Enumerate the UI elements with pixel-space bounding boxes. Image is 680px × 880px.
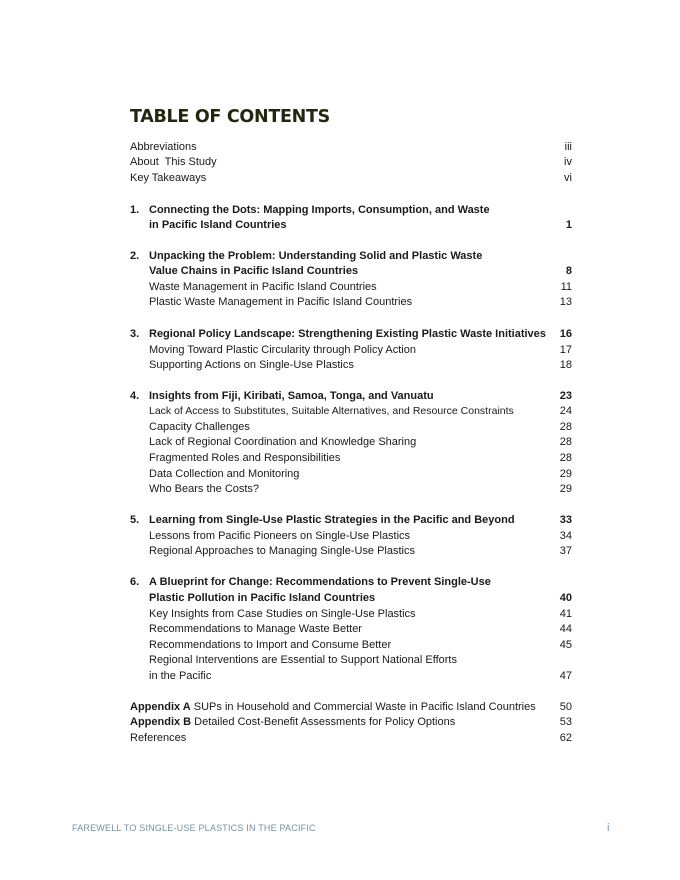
section-title: Recommendations to Import and Consume Better <box>149 639 392 651</box>
toc-page-number: 45 <box>559 639 572 651</box>
appendix-line <box>130 699 536 715</box>
toc-page-number: iv <box>564 156 572 168</box>
chapter-title-cont: Value Chains in Pacific Island Countries <box>149 265 359 277</box>
toc-chapter-3[interactable] <box>130 326 572 342</box>
appendix-tag: Appendix B <box>130 716 192 728</box>
chapter-number: 6. <box>130 576 140 588</box>
toc-entry-label: Key Takeaways <box>130 172 207 184</box>
toc-section[interactable] <box>149 621 572 637</box>
toc-entry-label: Abbreviations <box>130 141 197 153</box>
section-title: Capacity Challenges <box>149 421 250 433</box>
section-title-cont: in the Pacific <box>149 670 212 682</box>
section-title: Supporting Actions on Single-Use Plastics <box>149 359 354 371</box>
toc-page-number: 37 <box>559 545 572 557</box>
chapter-title-cont: in Pacific Island Countries <box>149 219 287 231</box>
section-title: Lack of Regional Coordination and Knowledge Sharing <box>149 436 417 448</box>
chapter-title: Insights from Fiji, Kiribati, Samoa, Tonga, and Vanuatu <box>149 390 434 402</box>
toc-section[interactable] <box>149 543 572 559</box>
toc-page-number: 18 <box>559 359 572 371</box>
appendix-title: SUPs in Household and Commercial Waste in Pacific Island Countries <box>190 701 536 713</box>
toc-page-number: 28 <box>559 436 572 448</box>
section-title: Data Collection and Monitoring <box>149 468 300 480</box>
toc-page-number: 8 <box>565 265 572 277</box>
chapter-number: 4. <box>130 390 140 402</box>
toc-section[interactable] <box>149 606 572 622</box>
section-title: Waste Management in Pacific Island Countries <box>149 281 377 293</box>
toc-page-number: 17 <box>559 344 572 356</box>
toc-section[interactable] <box>149 342 572 358</box>
toc-page-number: iii <box>564 141 572 153</box>
toc-section[interactable] <box>149 466 572 482</box>
toc-page-number: 44 <box>559 623 572 635</box>
chapter-number: 5. <box>130 514 140 526</box>
toc-chapter-6[interactable] <box>130 574 572 590</box>
toc-chapter-4[interactable] <box>130 388 572 404</box>
footer-title: FAREWELL TO SINGLE-USE PLASTICS IN THE PACIFIC <box>72 823 316 833</box>
toc-page-number: 1 <box>565 219 572 231</box>
toc-page-number: 41 <box>559 608 572 620</box>
chapter-number: 3. <box>130 328 140 340</box>
toc-page-number: 29 <box>559 468 572 480</box>
section-title: Plastic Waste Management in Pacific Island Countries <box>149 296 413 308</box>
toc-chapter-1-cont[interactable] <box>149 217 572 233</box>
toc-chapter-6-cont[interactable] <box>149 590 572 606</box>
toc-section[interactable] <box>149 419 572 435</box>
toc-page-number: 50 <box>559 701 572 713</box>
toc-section[interactable] <box>149 434 572 450</box>
toc-page-number: 62 <box>559 732 572 744</box>
section-title: Fragmented Roles and Responsibilities <box>149 452 341 464</box>
toc-section-cont[interactable] <box>149 668 572 684</box>
toc-section[interactable] <box>149 481 572 497</box>
toc-appendix-a[interactable] <box>130 699 572 715</box>
toc-page-number: 40 <box>559 592 572 604</box>
toc-page-number: 33 <box>559 514 572 526</box>
toc-page-number: 16 <box>559 328 572 340</box>
chapter-title: Regional Policy Landscape: Strengthening Existing Plastic Waste Initiatives <box>149 328 546 340</box>
section-title: Regional Interventions are Essential to Support National Efforts <box>149 654 457 666</box>
toc-section[interactable] <box>149 528 572 544</box>
section-title: Moving Toward Plastic Circularity through Policy Action <box>149 344 416 356</box>
chapter-title: Connecting the Dots: Mapping Imports, Consumption, and Waste <box>149 204 490 216</box>
toc-page-number: 53 <box>559 716 572 728</box>
toc-appendix-b[interactable] <box>130 714 572 730</box>
toc-entry-label: About This Study <box>130 156 217 168</box>
toc-entry-abbreviations[interactable] <box>130 139 572 155</box>
toc-page-number: 28 <box>559 421 572 433</box>
chapter-title: Learning from Single-Use Plastic Strategies in the Pacific and Beyond <box>149 514 515 526</box>
toc-page-number: 47 <box>559 670 572 682</box>
toc-section[interactable] <box>149 357 572 373</box>
section-title: Lack of Access to Substitutes, Suitable Alternatives, and Resource Constraints <box>149 405 514 417</box>
toc-chapter-1[interactable] <box>130 202 572 218</box>
chapter-number: 2. <box>130 250 140 262</box>
toc-page-number: vi <box>564 172 572 184</box>
toc-page-number: 28 <box>559 452 572 464</box>
toc-section[interactable] <box>149 279 572 295</box>
toc-page-number: 23 <box>559 390 572 402</box>
section-title: Who Bears the Costs? <box>149 483 260 495</box>
toc-chapter-2-cont[interactable] <box>149 263 572 279</box>
appendix-title: Detailed Cost-Benefit Assessments for Policy Options <box>191 716 456 728</box>
page-title: TABLE OF CONTENTS <box>130 107 330 127</box>
toc-section[interactable] <box>149 403 572 419</box>
toc-section[interactable] <box>149 294 572 310</box>
toc-section[interactable] <box>149 450 572 466</box>
toc-page-number: 11 <box>560 281 572 293</box>
toc-entry-label: References <box>130 732 187 744</box>
toc-page-number: 13 <box>559 296 572 308</box>
toc-entry-about[interactable] <box>130 154 572 170</box>
chapter-title-cont: Plastic Pollution in Pacific Island Countries <box>149 592 376 604</box>
section-title: Recommendations to Manage Waste Better <box>149 623 362 635</box>
toc-references[interactable] <box>130 730 572 746</box>
chapter-number: 1. <box>130 204 140 216</box>
chapter-title: A Blueprint for Change: Recommendations to Prevent Single-Use <box>149 576 491 588</box>
appendix-line <box>130 714 455 730</box>
toc-chapter-2[interactable] <box>130 248 572 264</box>
toc-entry-key-takeaways[interactable] <box>130 170 572 186</box>
toc-section[interactable] <box>149 637 572 653</box>
section-title: Regional Approaches to Managing Single-Use Plastics <box>149 545 415 557</box>
chapter-title: Unpacking the Problem: Understanding Solid and Plastic Waste <box>149 250 483 262</box>
section-title: Lessons from Pacific Pioneers on Single-Use Plastics <box>149 530 411 542</box>
toc-page-number: 29 <box>559 483 572 495</box>
footer-page-number: i <box>607 822 610 834</box>
toc-chapter-5[interactable] <box>130 512 572 528</box>
toc-section[interactable] <box>149 652 572 668</box>
toc-page-number: 34 <box>559 530 572 542</box>
section-title: Key Insights from Case Studies on Single-Use Plastics <box>149 608 416 620</box>
appendix-tag: Appendix A <box>130 701 191 713</box>
toc-page-number: 24 <box>559 405 572 417</box>
